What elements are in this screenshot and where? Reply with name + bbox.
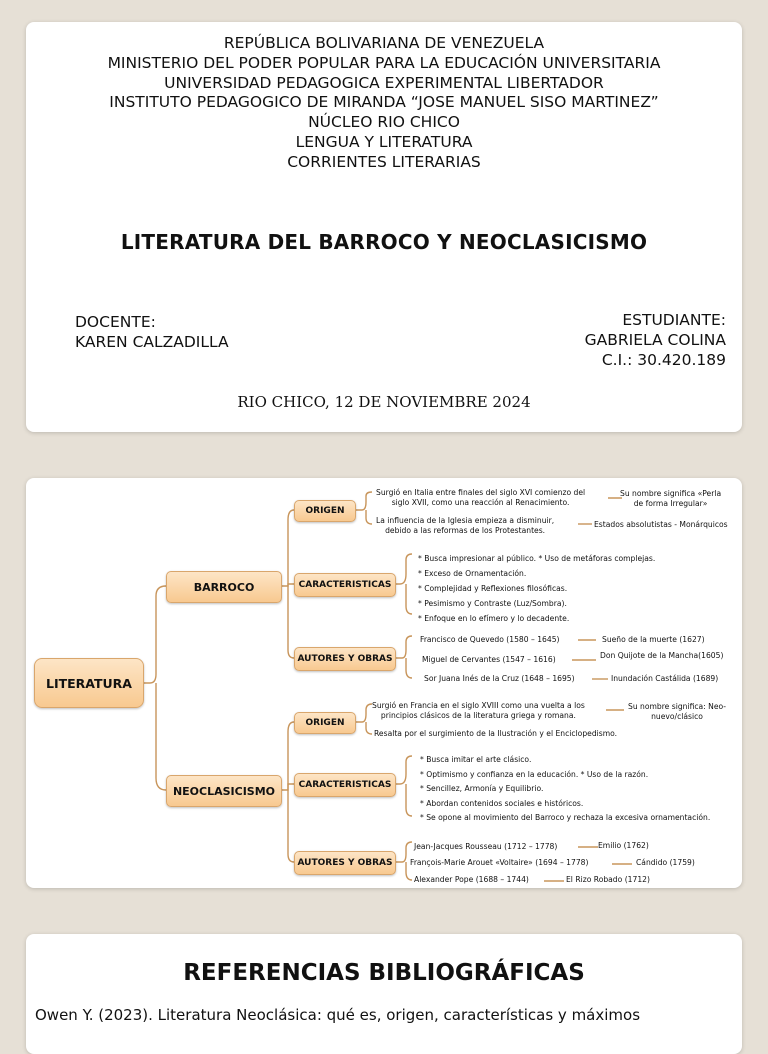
neo-origen-text-1: Surgió en Francia en el siglo XVIII como una vuelta a los principios clásicos de la literatura griega y romana. bbox=[372, 701, 585, 720]
references-slide bbox=[26, 934, 742, 1054]
node-barroco-origen: ORIGEN bbox=[294, 500, 356, 522]
connector bbox=[406, 658, 412, 678]
neo-caracteristicas-list bbox=[420, 753, 710, 826]
node-neo-origen: ORIGEN bbox=[294, 712, 356, 734]
barroco-caracteristicas-list bbox=[418, 551, 655, 626]
barroco-origen-text-1: Surgió en Italia entre finales del siglo XVI comienzo del siglo XVII, como una reacción al Renacimiento. bbox=[376, 488, 586, 507]
list-item: * Optimismo y confianza en la educación. * Uso de la razón. bbox=[420, 769, 649, 779]
node-barroco-autores: AUTORES Y OBRAS bbox=[294, 647, 396, 671]
barroco-origen-text-2: La influencia de la Iglesia empieza a disminuir, debido a las reformas de los Protestantes. bbox=[376, 516, 555, 535]
connector bbox=[156, 683, 166, 790]
reference-entry: Owen Y. (2023). Literatura Neoclásica: qué es, origen, características y máximos bbox=[35, 1006, 641, 1024]
connector bbox=[396, 554, 412, 584]
list-item: * Se opone al movimiento del Barroco y rechaza la excesiva ornamentación. bbox=[420, 813, 711, 822]
header-line: INSTITUTO PEDAGOGICO DE MIRANDA “JOSE MANUEL SISO MARTINEZ” bbox=[109, 93, 659, 112]
connector bbox=[288, 586, 294, 658]
document-title: LITERATURA DEL BARROCO Y NEOCLASICISMO bbox=[120, 230, 648, 254]
estudiante-ci: C.I.: 30.420.189 bbox=[601, 351, 726, 369]
neo-origen-text-2: Resalta por el surgimiento de la Ilustración y el Enciclopedismo. bbox=[374, 729, 618, 738]
node-barroco: BARROCO bbox=[166, 571, 282, 603]
barroco-author-1: Francisco de Quevedo (1580 – 1645) bbox=[420, 635, 560, 644]
list-item: * Pesimismo y Contraste (Luz/Sombra). bbox=[418, 599, 567, 608]
header-line: CORRIENTES LITERARIAS bbox=[287, 152, 481, 171]
node-neoclasicismo: NEOCLASICISMO bbox=[166, 775, 282, 807]
cover-slide bbox=[26, 22, 742, 432]
header-line: REPÚBLICA BOLIVARIANA DE VENEZUELA bbox=[223, 34, 545, 52]
neo-author-3: Alexander Pope (1688 – 1744) bbox=[414, 875, 529, 884]
list-item: * Enfoque en lo efímero y lo decadente. bbox=[418, 614, 570, 623]
list-item: * Sencillez, Armonía y Equilibrio. bbox=[420, 784, 544, 793]
barroco-work-2: Don Quijote de la Mancha(1605) bbox=[600, 651, 724, 660]
connector bbox=[366, 722, 372, 734]
connector bbox=[356, 492, 372, 510]
connector bbox=[396, 636, 412, 658]
node-neo-caracteristicas: CARACTERISTICAS bbox=[294, 773, 396, 797]
barroco-author-2: Miguel de Cervantes (1547 – 1616) bbox=[422, 655, 556, 664]
list-item: * Busca impresionar al público. * Uso de metáforas complejas. bbox=[418, 554, 656, 563]
connector bbox=[144, 586, 166, 683]
neo-work-3: El Rizo Robado (1712) bbox=[566, 875, 650, 884]
node-barroco-caracteristicas: CARACTERISTICAS bbox=[294, 573, 396, 597]
references-title: REFERENCIAS BIBLIOGRÁFICAS bbox=[183, 960, 585, 986]
connector bbox=[366, 510, 372, 524]
barroco-author-3: Sor Juana Inés de la Cruz (1648 – 1695) bbox=[424, 674, 575, 683]
barroco-origen-note-1: Su nombre significa «Perla de forma Irregular» bbox=[620, 489, 722, 508]
connector bbox=[282, 722, 294, 790]
concept-map-slide bbox=[26, 478, 742, 888]
estudiante-label: ESTUDIANTE: bbox=[622, 311, 726, 329]
barroco-work-3: Inundación Castálida (1689) bbox=[611, 674, 719, 683]
list-item: * Busca imitar el arte clásico. bbox=[420, 755, 532, 764]
node-literatura: LITERATURA bbox=[34, 658, 144, 708]
list-item: * Abordan contenidos sociales e históricos. bbox=[420, 798, 584, 808]
connector bbox=[396, 756, 412, 784]
barroco-origen-note-2: Estados absolutistas - Monárquicos bbox=[594, 520, 728, 529]
institution-header bbox=[26, 34, 742, 173]
list-item: * Exceso de Ornamentación. bbox=[418, 569, 527, 578]
header-line: NÚCLEO RIO CHICO bbox=[308, 113, 460, 132]
header-line: UNIVERSIDAD PEDAGOGICA EXPERIMENTAL LIBERTADOR bbox=[164, 73, 604, 92]
header-line: MINISTERIO DEL PODER POPULAR PARA LA EDUCACIÓN UNIVERSITARIA bbox=[107, 53, 661, 72]
neo-author-1: Jean-Jacques Rousseau (1712 – 1778) bbox=[414, 842, 558, 851]
estudiante-block bbox=[585, 310, 726, 370]
docente-label: DOCENTE: bbox=[75, 313, 156, 331]
connector bbox=[356, 704, 372, 722]
list-item: * Complejidad y Reflexiones filosóficas. bbox=[418, 584, 568, 593]
estudiante-name: GABRIELA COLINA bbox=[584, 331, 726, 349]
docente-name: KAREN CALZADILLA bbox=[75, 333, 229, 351]
connector bbox=[282, 510, 294, 586]
neo-work-1: Emilio (1762) bbox=[598, 841, 649, 850]
neo-work-2: Cándido (1759) bbox=[636, 858, 695, 867]
neo-origen-note-1: Su nombre significa: Neo- nuevo/clásico bbox=[628, 702, 727, 721]
connector bbox=[288, 790, 294, 862]
node-neo-autores: AUTORES Y OBRAS bbox=[294, 851, 396, 875]
docente-block bbox=[75, 312, 229, 352]
connector bbox=[406, 584, 412, 614]
neo-author-2: François-Marie Arouet «Voltaire» (1694 – 1778) bbox=[410, 858, 589, 867]
header-line: LENGUA Y LITERATURA bbox=[295, 132, 473, 151]
barroco-work-1: Sueño de la muerte (1627) bbox=[602, 635, 705, 644]
connector bbox=[406, 784, 412, 816]
cover-date: RIO CHICO, 12 DE NOVIEMBRE 2024 bbox=[237, 393, 531, 411]
